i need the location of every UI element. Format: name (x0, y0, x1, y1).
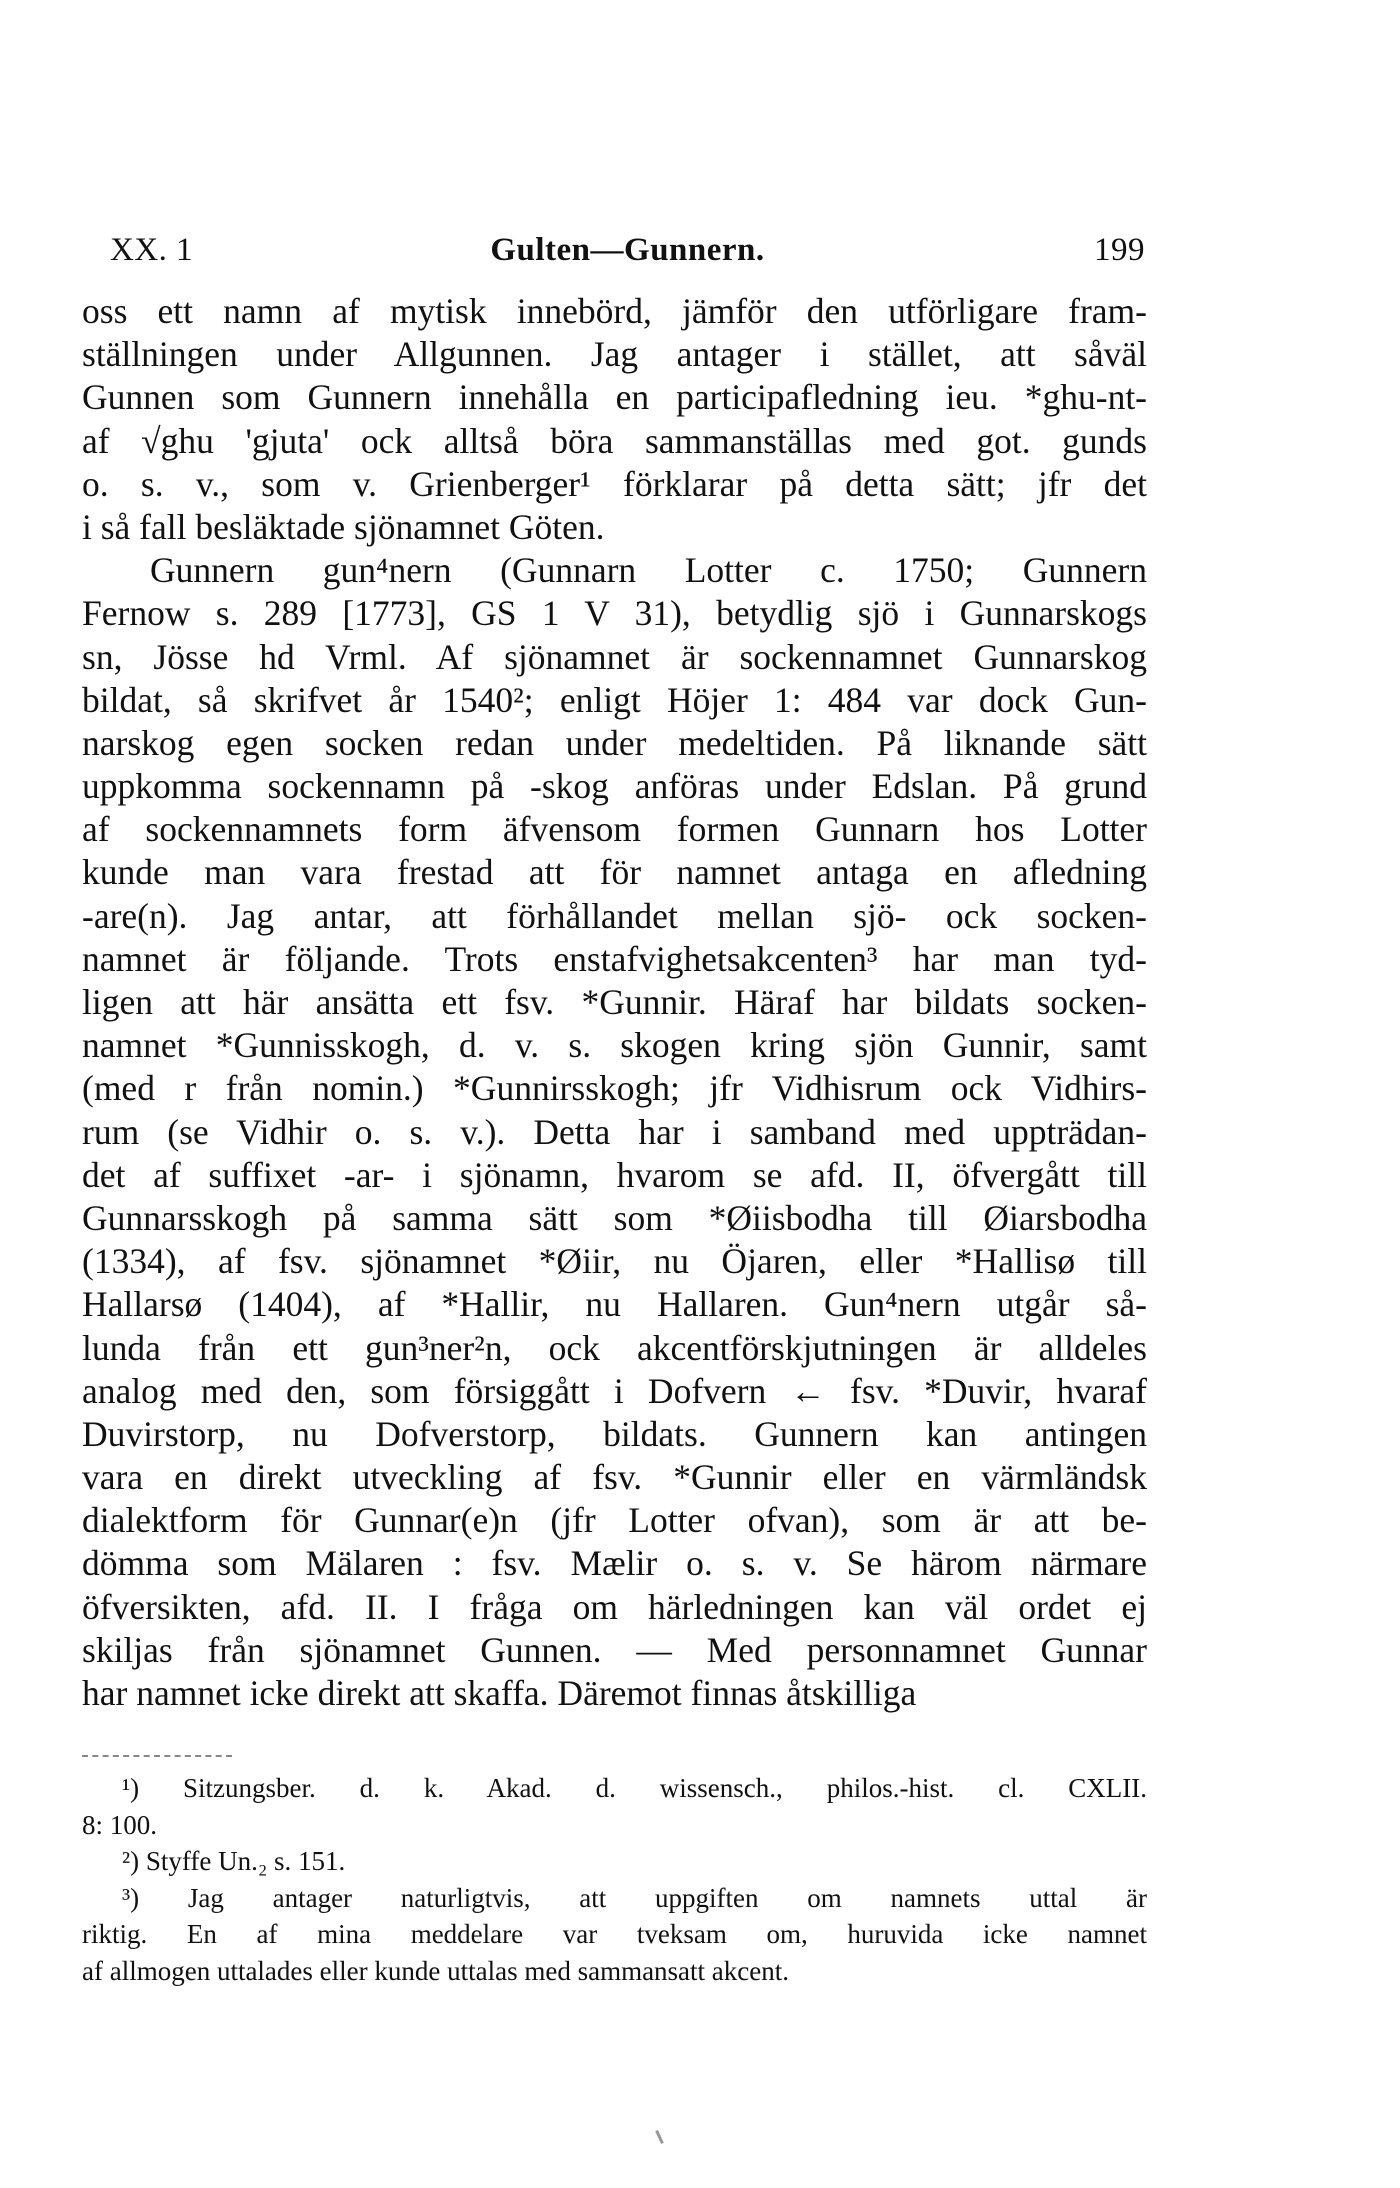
body-line: uppkomma sockennamn på -skog anföras under Edslan. På grund (82, 766, 1147, 807)
page-number: 199 (1094, 232, 1145, 268)
body-line: -are(n). Jag antar, att förhållandet mellan sjö- ock socken- (82, 895, 1147, 936)
body-line: Gunnen som Gunnern innehålla en participafledning ieu. *ghu-nt- (82, 377, 1147, 418)
body-line: narskog egen socken redan under medeltiden. På liknande sätt (82, 722, 1147, 763)
body-line: dialektform för Gunnar(e)n (jfr Lotter ofvan), som är att be- (82, 1500, 1147, 1541)
footnote-line: af allmogen uttalades eller kunde uttalas med sammansatt akcent. (82, 1955, 789, 1986)
body-line: oss ett namn af mytisk innebörd, jämför den utförligare fram- (82, 291, 1147, 331)
chapter-marker: XX. 1 (110, 232, 194, 268)
body-line: ligen att här ansätta ett fsv. *Gunnir. Häraf har bildats socken- (82, 982, 1147, 1022)
footnote-divider (82, 1755, 232, 1757)
body-line: det af suffixet -ar- i sjönamn, hvarom se afd. II, öfvergått till (82, 1154, 1147, 1195)
body-line: öfversikten, afd. II. I fråga om härledningen kan väl ordet ej (82, 1586, 1147, 1627)
body-line: lunda från ett gun³ner²n, ock akcentförskjutningen är alldeles (82, 1327, 1147, 1368)
body-line: (med r från nomin.) *Gunnirsskogh; jfr Vidhisrum ock Vidhirs- (82, 1068, 1147, 1109)
body-line: rum (se Vidhir o. s. v.). Detta har i samband med uppträdan- (82, 1111, 1147, 1152)
body-line: namnet *Gunnisskogh, d. v. s. skogen kring sjön Gunnir, samt (82, 1025, 1147, 1066)
running-title: Gulten—Gunnern. (490, 232, 765, 268)
body-line: i så fall besläktade sjönamnet Göten. (82, 506, 605, 547)
body-line: Gunnern gun⁴nern (Gunnarn Lotter c. 1750; Gunnern (150, 550, 1147, 591)
body-line: af sockennamnets form äfvensom formen Gunnarn hos Lotter (82, 809, 1147, 850)
body-line: analog med den, som försiggått i Dofvern ← fsv. *Duvir, hvaraf (82, 1370, 1147, 1411)
body-line: Gunnarsskogh på samma sätt som *Øiisbodha till Øiarsbodha (82, 1197, 1147, 1238)
page-speck (655, 2130, 664, 2144)
footnotes (82, 1770, 1147, 1989)
body-line: ställningen under Allgunnen. Jag antager i stället, att såväl (82, 334, 1147, 375)
body-line: Fernow s. 289 [1773], GS 1 V 31), betydlig sjö i Gunnarskogs (82, 593, 1147, 634)
body-line: bildat, så skrifvet år 1540²; enligt Höjer 1: 484 var dock Gun- (82, 679, 1147, 720)
body-line: kunde man vara frestad att för namnet antaga en afledning (82, 852, 1147, 893)
body-line: Duvirstorp, nu Dofverstorp, bildats. Gunnern kan antingen (82, 1413, 1147, 1454)
body-line: namnet är följande. Trots enstafvighetsakcenten³ har man tyd- (82, 938, 1147, 979)
body-line: har namnet icke direkt att skaffa. Däremot finnas åtskilliga (82, 1673, 917, 1713)
body-line: dömma som Mälaren : fsv. Mælir o. s. v. Se härom närmare (82, 1543, 1147, 1584)
body-line: vara en direkt utveckling af fsv. *Gunnir eller en värmländsk (82, 1457, 1147, 1498)
footnote-line: riktig. En af mina meddelare var tveksam om, huruvida icke namnet (82, 1919, 1147, 1949)
running-header (110, 232, 1145, 272)
body-line: o. s. v., som v. Grienberger¹ förklarar på detta sätt; jfr det (82, 463, 1147, 504)
body-line: sn, Jösse hd Vrml. Af sjönamnet är sockennamnet Gunnarskog (82, 636, 1147, 677)
body-line: (1334), af fsv. sjönamnet *Øiir, nu Öjaren, eller *Hallisø till (82, 1241, 1147, 1282)
footnote-line: ³) Jag antager naturligtvis, att uppgiften om namnets uttal är (122, 1882, 1147, 1913)
body-line: af √ghu 'gjuta' ock alltså böra sammanställas med got. gunds (82, 420, 1147, 461)
body-line: Hallarsø (1404), af *Hallir, nu Hallaren. Gun⁴nern utgår så- (82, 1284, 1147, 1325)
body-text (82, 290, 1147, 1715)
footnote-line: ²) Styffe Un.₂ s. 151. (122, 1846, 346, 1876)
body-line: skiljas från sjönamnet Gunnen. — Med personnamnet Gunnar (82, 1629, 1147, 1670)
footnote-line: ¹) Sitzungsber. d. k. Akad. d. wissensch., philos.-hist. cl. CXLII. (122, 1773, 1147, 1803)
footnote-line: 8: 100. (82, 1809, 158, 1840)
